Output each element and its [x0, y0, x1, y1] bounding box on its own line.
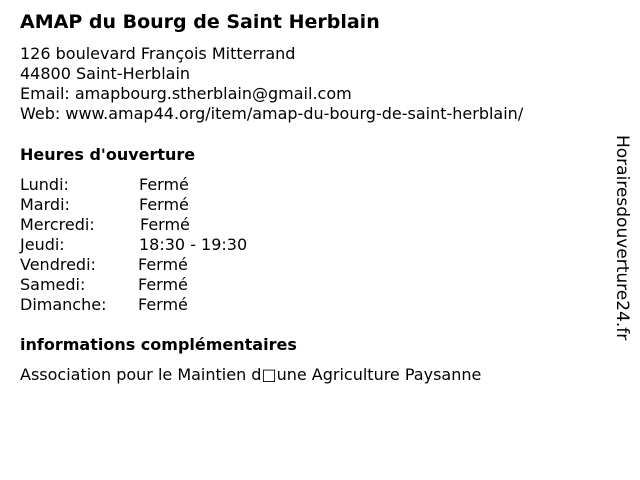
day-hours: Fermé	[138, 295, 188, 314]
day-label: Lundi:	[20, 175, 69, 194]
day-hours: Fermé	[140, 215, 190, 234]
day-hours: Fermé	[138, 255, 188, 274]
hours-title: Heures d'ouverture	[20, 145, 196, 164]
site-watermark: Horairesdouverture24.fr	[612, 135, 632, 341]
info-title: informations complémentaires	[20, 335, 297, 354]
business-name: AMAP du Bourg de Saint Herblain	[20, 11, 380, 33]
day-hours: 18:30 - 19:30	[139, 235, 248, 254]
email-line: Email: amapbourg.stherblain@gmail.com	[20, 84, 352, 103]
day-hours: Fermé	[139, 175, 189, 194]
day-label: Vendredi:	[20, 255, 96, 274]
contact-block	[20, 44, 523, 124]
web-line: Web: www.amap44.org/item/amap-du-bourg-de-saint-herblain/	[20, 104, 524, 123]
day-label: Mardi:	[20, 195, 70, 214]
day-hours: Fermé	[139, 195, 189, 214]
day-label: Dimanche:	[20, 295, 107, 314]
description-text: Association pour le Maintien d□une Agriculture Paysanne	[20, 365, 482, 384]
day-hours: Fermé	[138, 275, 188, 294]
address-line-2: 44800 Saint-Herblain	[20, 64, 191, 83]
address-line-1: 126 boulevard François Mitterrand	[20, 44, 296, 63]
day-label: Mercredi:	[20, 215, 95, 234]
day-label: Samedi:	[20, 275, 86, 294]
day-label: Jeudi:	[20, 235, 65, 254]
